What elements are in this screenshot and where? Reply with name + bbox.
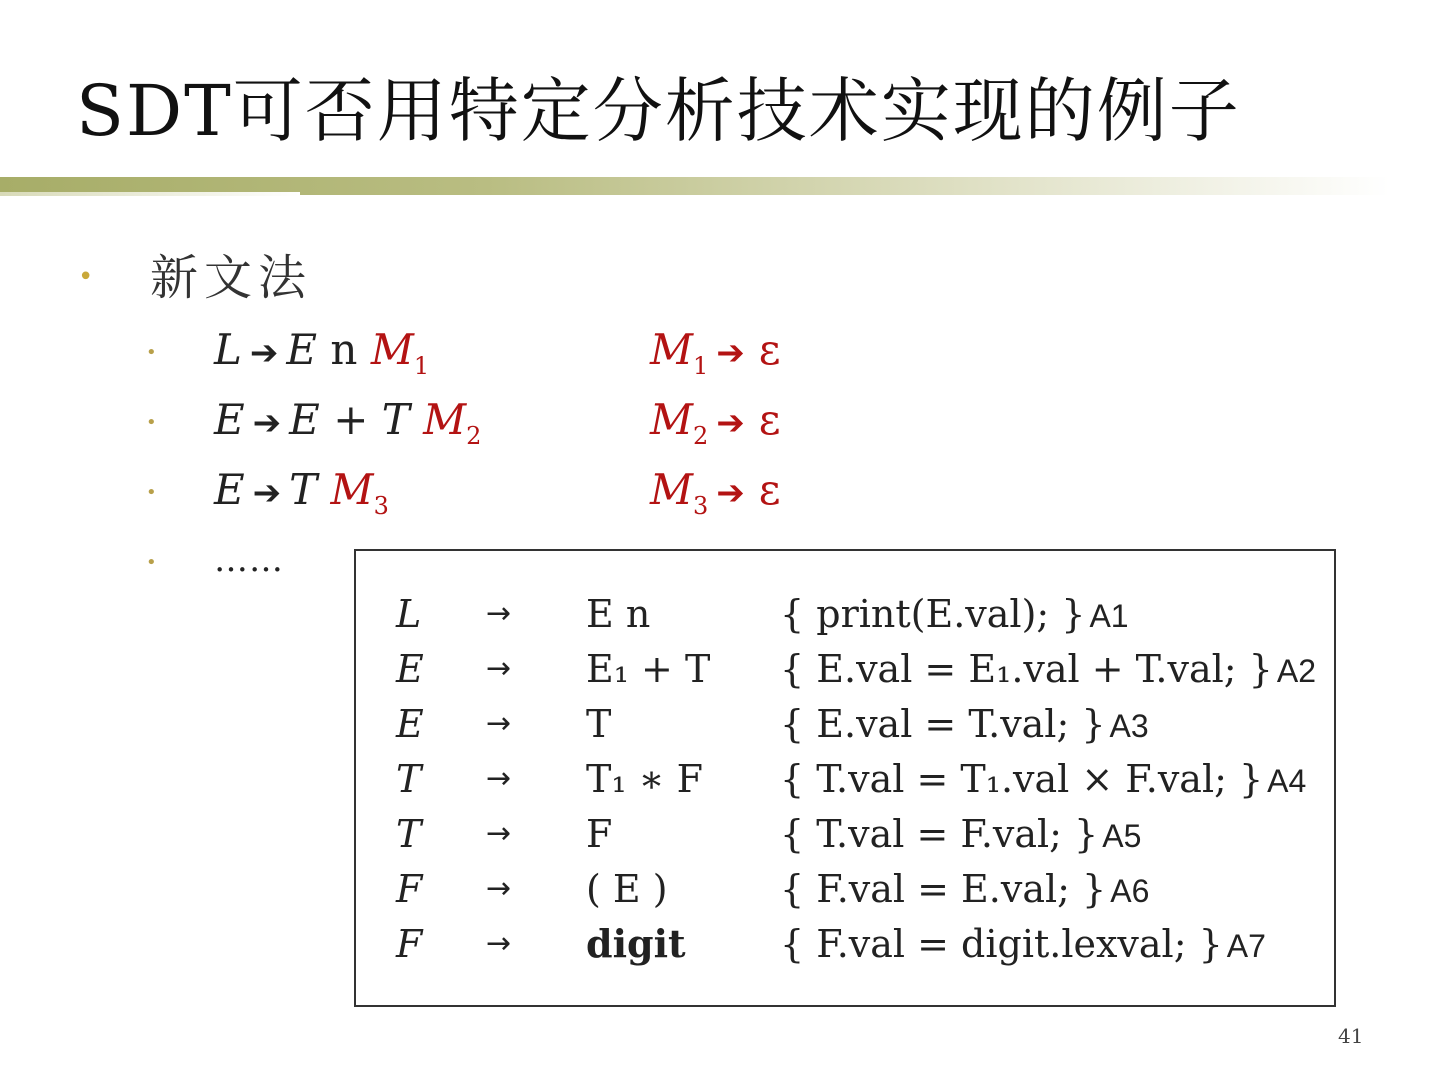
epsilon: ε — [758, 465, 781, 514]
right-arrow-icon: ➔ — [716, 473, 745, 513]
right-arrow-icon: ➔ — [716, 333, 745, 373]
sdt-action: { E.val = E₁.val + T.val; } A2 — [780, 647, 1316, 691]
sdt-action: { E.val = T.val; } A3 — [780, 702, 1149, 746]
ellipsis: …… — [214, 540, 284, 580]
sdt-action: { F.val = digit.lexval; } A7 — [780, 922, 1266, 966]
sdt-body: T₁ ∗ F — [586, 757, 703, 801]
action-tag: A7 — [1226, 928, 1266, 964]
rule-rhs: T — [289, 465, 318, 514]
rule-lhs: E — [214, 395, 245, 444]
bullet-icon: • — [146, 412, 157, 433]
sdt-body: T — [586, 702, 612, 746]
action-tag: A4 — [1267, 763, 1307, 799]
bullet-icon: • — [146, 342, 157, 363]
right-arrow-icon: ➔ — [252, 473, 282, 513]
sdt-head: L — [396, 592, 422, 636]
rule-production — [214, 392, 481, 454]
sdt-body: E₁ + T — [586, 647, 711, 691]
right-arrow-icon: ➔ — [716, 403, 745, 443]
grammar-rule-row — [0, 322, 1440, 382]
right-arrow-icon: → — [486, 871, 512, 906]
sdt-head: E — [396, 702, 424, 746]
right-arrow-icon: → — [486, 596, 512, 631]
sdt-body: F — [586, 812, 613, 856]
marker-production — [650, 462, 781, 524]
sdt-row — [356, 917, 1436, 971]
action-tag: A6 — [1110, 873, 1150, 909]
sdt-action: { print(E.val); } A1 — [780, 592, 1129, 636]
sdt-head: T — [396, 812, 422, 856]
slide-title: SDT可否用特定分析技术实现的例子 — [76, 70, 1241, 152]
bullet-icon: • — [146, 482, 157, 503]
rule-lhs: L — [214, 325, 242, 374]
sdt-row — [356, 752, 1436, 806]
marker-lhs: M — [650, 395, 694, 444]
bullet-icon: • — [78, 262, 94, 292]
bullet-icon: • — [146, 552, 157, 573]
marker-subscript: 1 — [693, 352, 709, 380]
sdt-head: T — [396, 757, 422, 801]
grammar-rule-row — [0, 392, 1440, 452]
rule-rhs-middle: + T — [319, 395, 424, 444]
sdt-row — [356, 862, 1436, 916]
sdt-action: { T.val = T₁.val × F.val; } A4 — [780, 757, 1307, 801]
action-tag: A2 — [1276, 653, 1316, 689]
marker-production — [650, 392, 781, 454]
rule-rhs-middle: n — [317, 325, 371, 374]
marker-subscript: 3 — [693, 492, 709, 520]
title-underline-shadow — [0, 192, 300, 196]
right-arrow-icon: ➔ — [252, 403, 282, 443]
marker-subscript: 2 — [693, 422, 709, 450]
sdt-body: ( E ) — [586, 867, 668, 911]
sdt-row — [356, 642, 1436, 696]
page-number: 41 — [1338, 1024, 1364, 1048]
sdt-row — [356, 697, 1436, 751]
sdt-body: E n — [586, 592, 651, 636]
right-arrow-icon: → — [486, 706, 512, 741]
rule-rhs-middle — [317, 465, 330, 514]
right-arrow-icon: → — [486, 926, 512, 961]
sdt-row — [356, 807, 1436, 861]
right-arrow-icon: → — [486, 816, 512, 851]
rule-rhs: E — [286, 325, 318, 374]
epsilon: ε — [758, 395, 781, 444]
sdt-definition-box — [354, 549, 1336, 1007]
rule-marker: $M_2$ — [423, 395, 482, 450]
sdt-head: F — [396, 867, 423, 911]
sdt-action: { F.val = E.val; } A6 — [780, 867, 1150, 911]
right-arrow-icon: ➔ — [249, 333, 279, 373]
sdt-head: F — [396, 922, 423, 966]
rule-marker: $M_1$ — [370, 325, 430, 380]
marker-production — [650, 322, 781, 384]
rule-production — [214, 462, 389, 524]
rule-lhs: E — [214, 465, 245, 514]
grammar-heading: 新文法 — [150, 250, 313, 306]
rule-production — [214, 322, 429, 384]
sdt-head: E — [396, 647, 424, 691]
action-tag: A5 — [1102, 818, 1142, 854]
sdt-action: { T.val = F.val; } A5 — [780, 812, 1142, 856]
sdt-row — [356, 587, 1436, 641]
sdt-body: digit — [586, 921, 686, 966]
marker-lhs: M — [650, 465, 694, 514]
grammar-rule-row — [0, 462, 1440, 522]
action-tag: A1 — [1089, 598, 1129, 634]
action-tag: A3 — [1109, 708, 1149, 744]
epsilon: ε — [758, 325, 781, 374]
rule-marker: $M_3$ — [330, 465, 389, 520]
right-arrow-icon: → — [486, 651, 512, 686]
marker-lhs: M — [650, 325, 694, 374]
rule-rhs: E — [289, 395, 320, 444]
right-arrow-icon: → — [486, 761, 512, 796]
